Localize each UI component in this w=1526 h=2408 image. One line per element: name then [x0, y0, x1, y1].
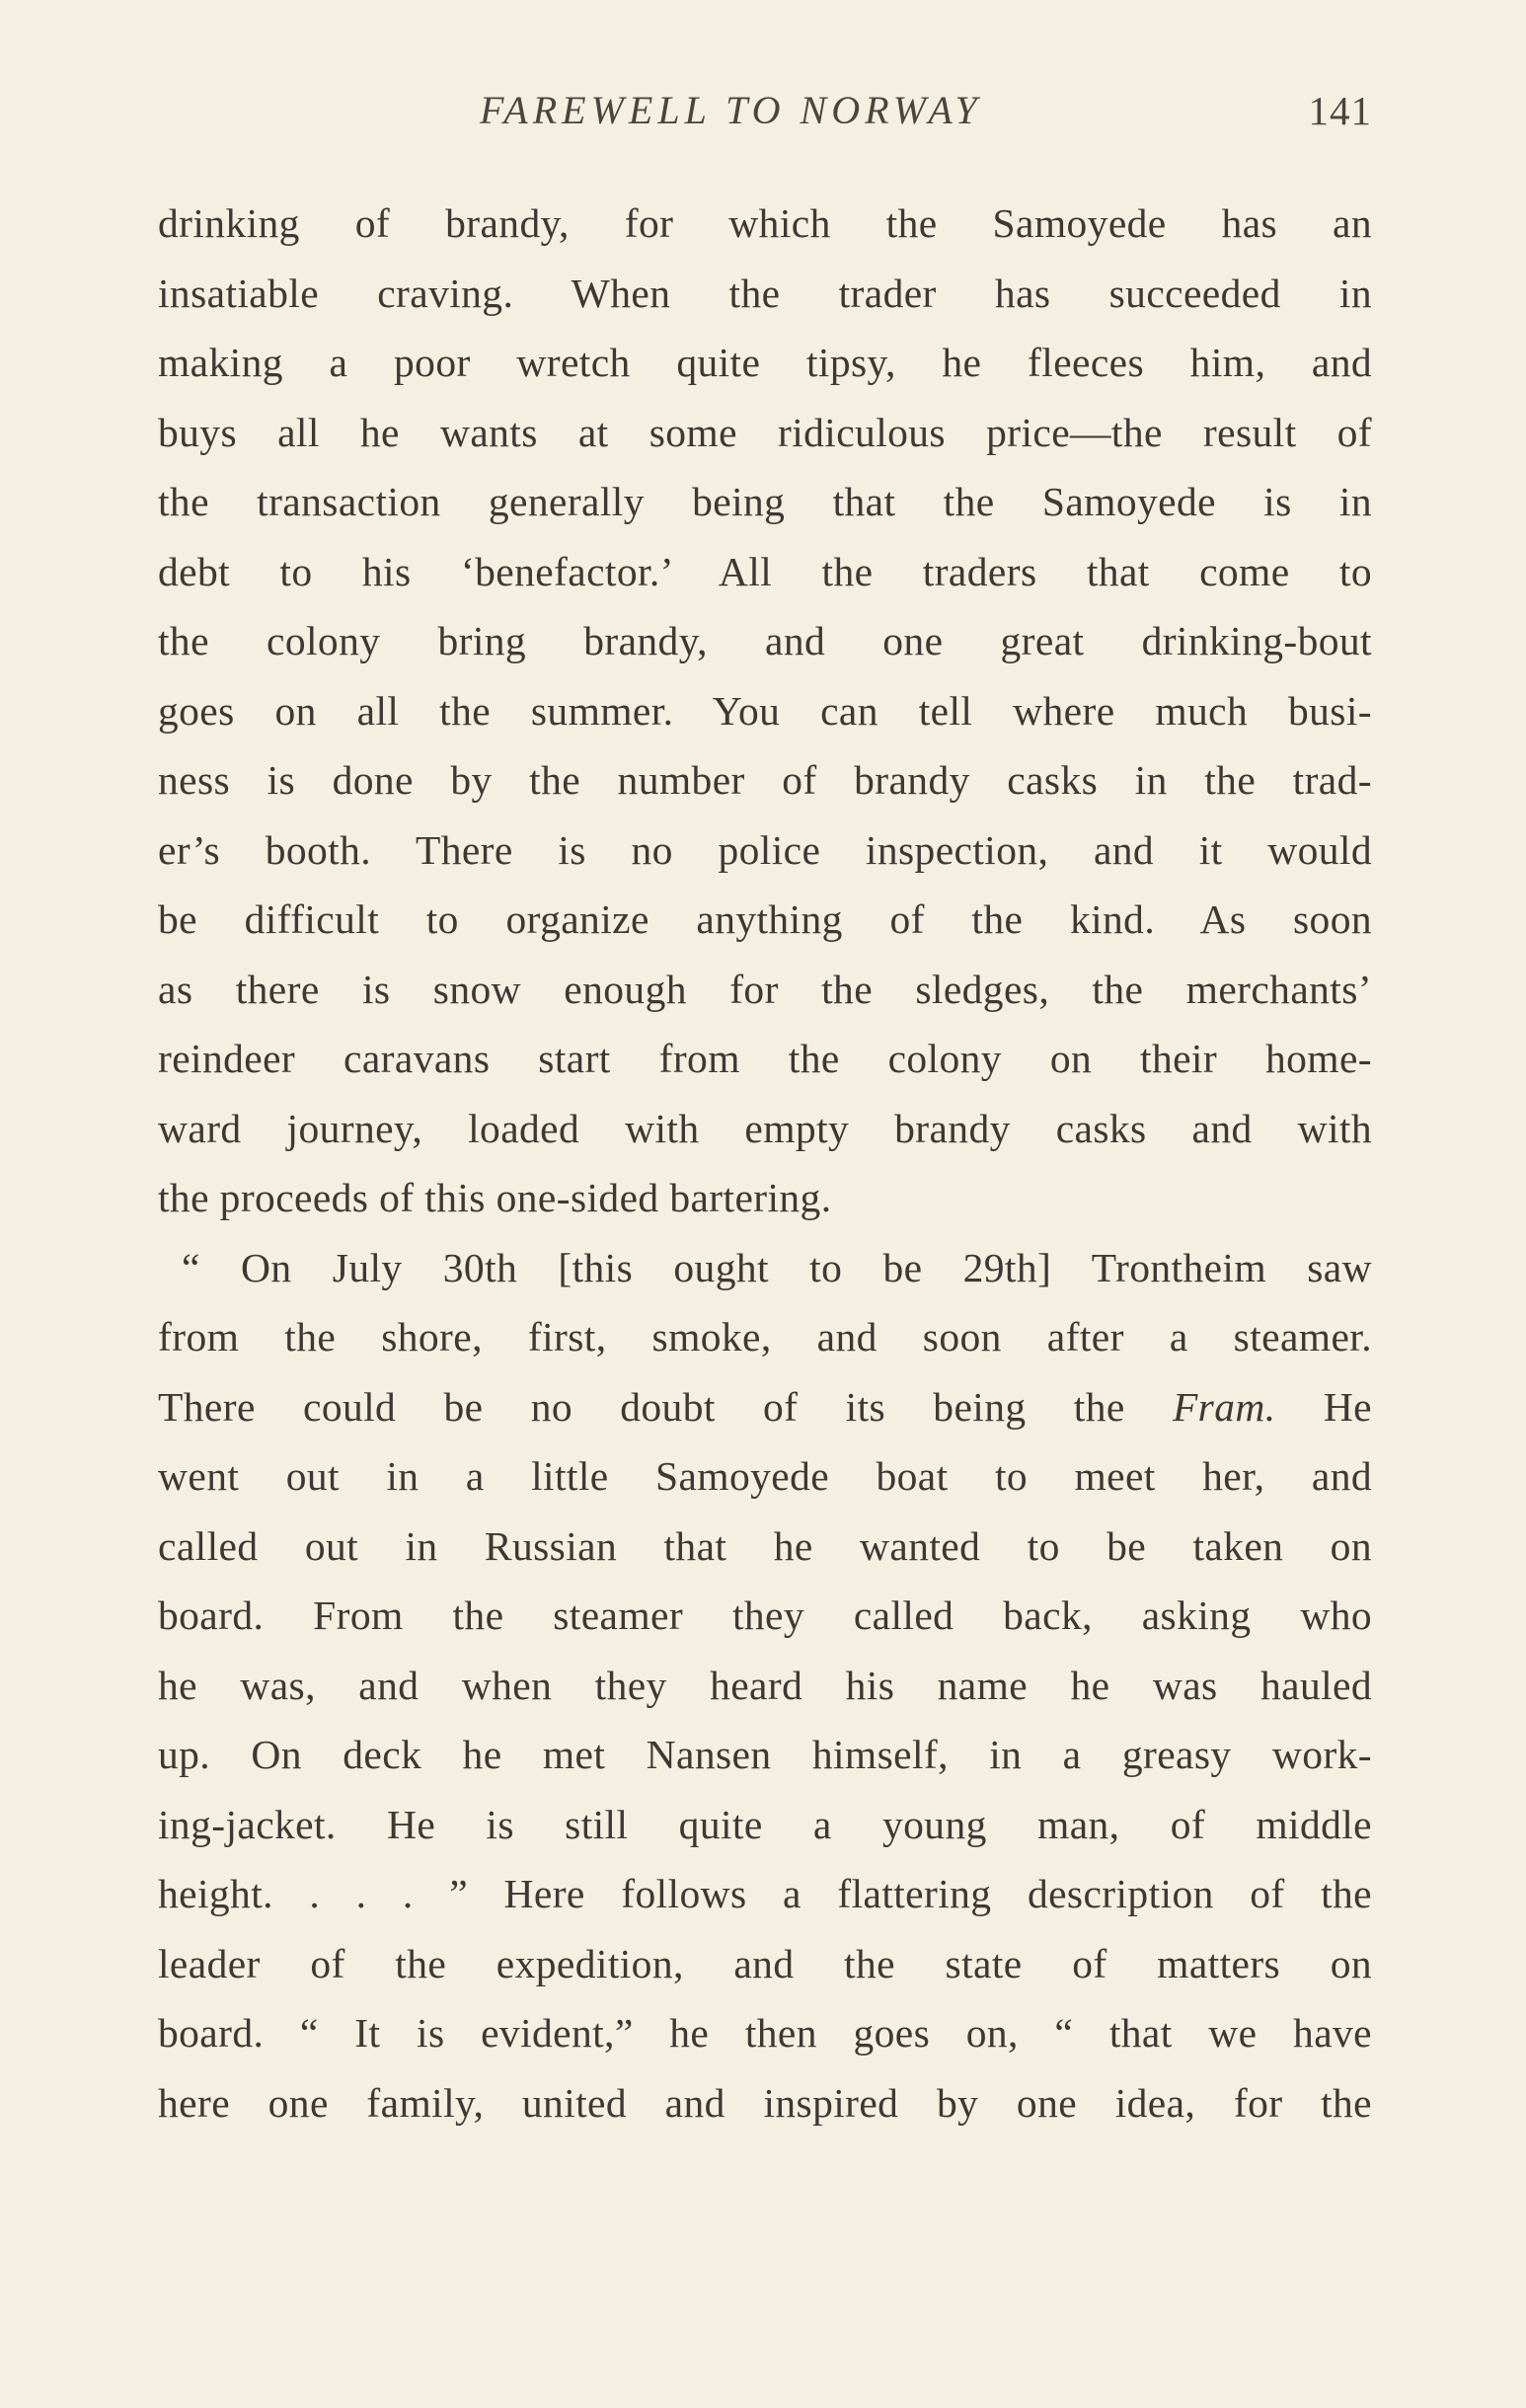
text-line: board. From the steamer they called back, asking who: [158, 1592, 1372, 1638]
text-line: making a poor wretch quite tipsy, he fleeces him, and: [158, 340, 1372, 385]
text-line: be difficult to organize anything of the kind. As soon: [158, 896, 1372, 942]
running-title: FAREWELL TO NORWAY: [480, 88, 982, 132]
text-line: here one family, united and inspired by one idea, for the: [158, 2079, 1372, 2126]
page-number: 141: [1308, 88, 1372, 133]
text-line: leader of the expedition, and the state of matters on: [158, 1940, 1372, 1986]
text-line: height. . . . ” Here follows a flattering description of the: [158, 1871, 1372, 1916]
text-line: debt to his ‘benefactor.’ All the traders that come to: [158, 548, 1372, 594]
text-line: “ On July 30th [this ought to be 29th] Trontheim saw: [182, 1244, 1372, 1290]
text-line: er’s booth. There is no police inspection, and it would: [158, 826, 1372, 873]
text-line: as there is snow enough for the sledges, the merchants’: [158, 966, 1372, 1012]
text-line: insatiable craving. When the trader has succeeded in: [158, 270, 1372, 316]
text-line: the colony bring brandy, and one great drinking-bout: [158, 618, 1372, 663]
text-line: ward journey, loaded with empty brandy casks and with: [158, 1105, 1372, 1151]
text-segment: There could be no doubt of its being the: [158, 1383, 1125, 1430]
text-line: board. “ It is evident,” he then goes on, “ that we have: [158, 2010, 1372, 2056]
text-line: from the shore, first, smoke, and soon after a steamer.: [158, 1314, 1372, 1359]
running-head: [158, 81, 1372, 140]
text-segment: He: [1323, 1383, 1373, 1430]
text-line: went out in a little Samoyede boat to meet her, and: [158, 1453, 1372, 1499]
text-line: reindeer caravans start from the colony on their home-: [158, 1036, 1372, 1081]
text-line: he was, and when they heard his name he was hauled: [158, 1662, 1372, 1708]
text-line: ness is done by the number of brandy casks in the trad-: [158, 757, 1372, 803]
text-line: up. On deck he met Nansen himself, in a greasy work-: [158, 1732, 1372, 1777]
text-line: ing-jacket. He is still quite a young man, of middle: [158, 1801, 1372, 1847]
text-line: the transaction generally being that the Samoyede is in: [158, 479, 1372, 524]
text-line: drinking of brandy, for which the Samoyede has an: [158, 200, 1372, 246]
text-line: goes on all the summer. You can tell where much busi-: [158, 687, 1372, 734]
text-line: buys all he wants at some ridiculous price—the result of: [158, 409, 1372, 455]
text-line: called out in Russian that he wanted to be taken on: [158, 1522, 1372, 1569]
text-line: the proceeds of this one-sided bartering.: [158, 1175, 832, 1220]
body-text: [158, 189, 1372, 2137]
ship-name-italic: Fram.: [1172, 1383, 1276, 1430]
text-line-mixed: [158, 1372, 1372, 1442]
